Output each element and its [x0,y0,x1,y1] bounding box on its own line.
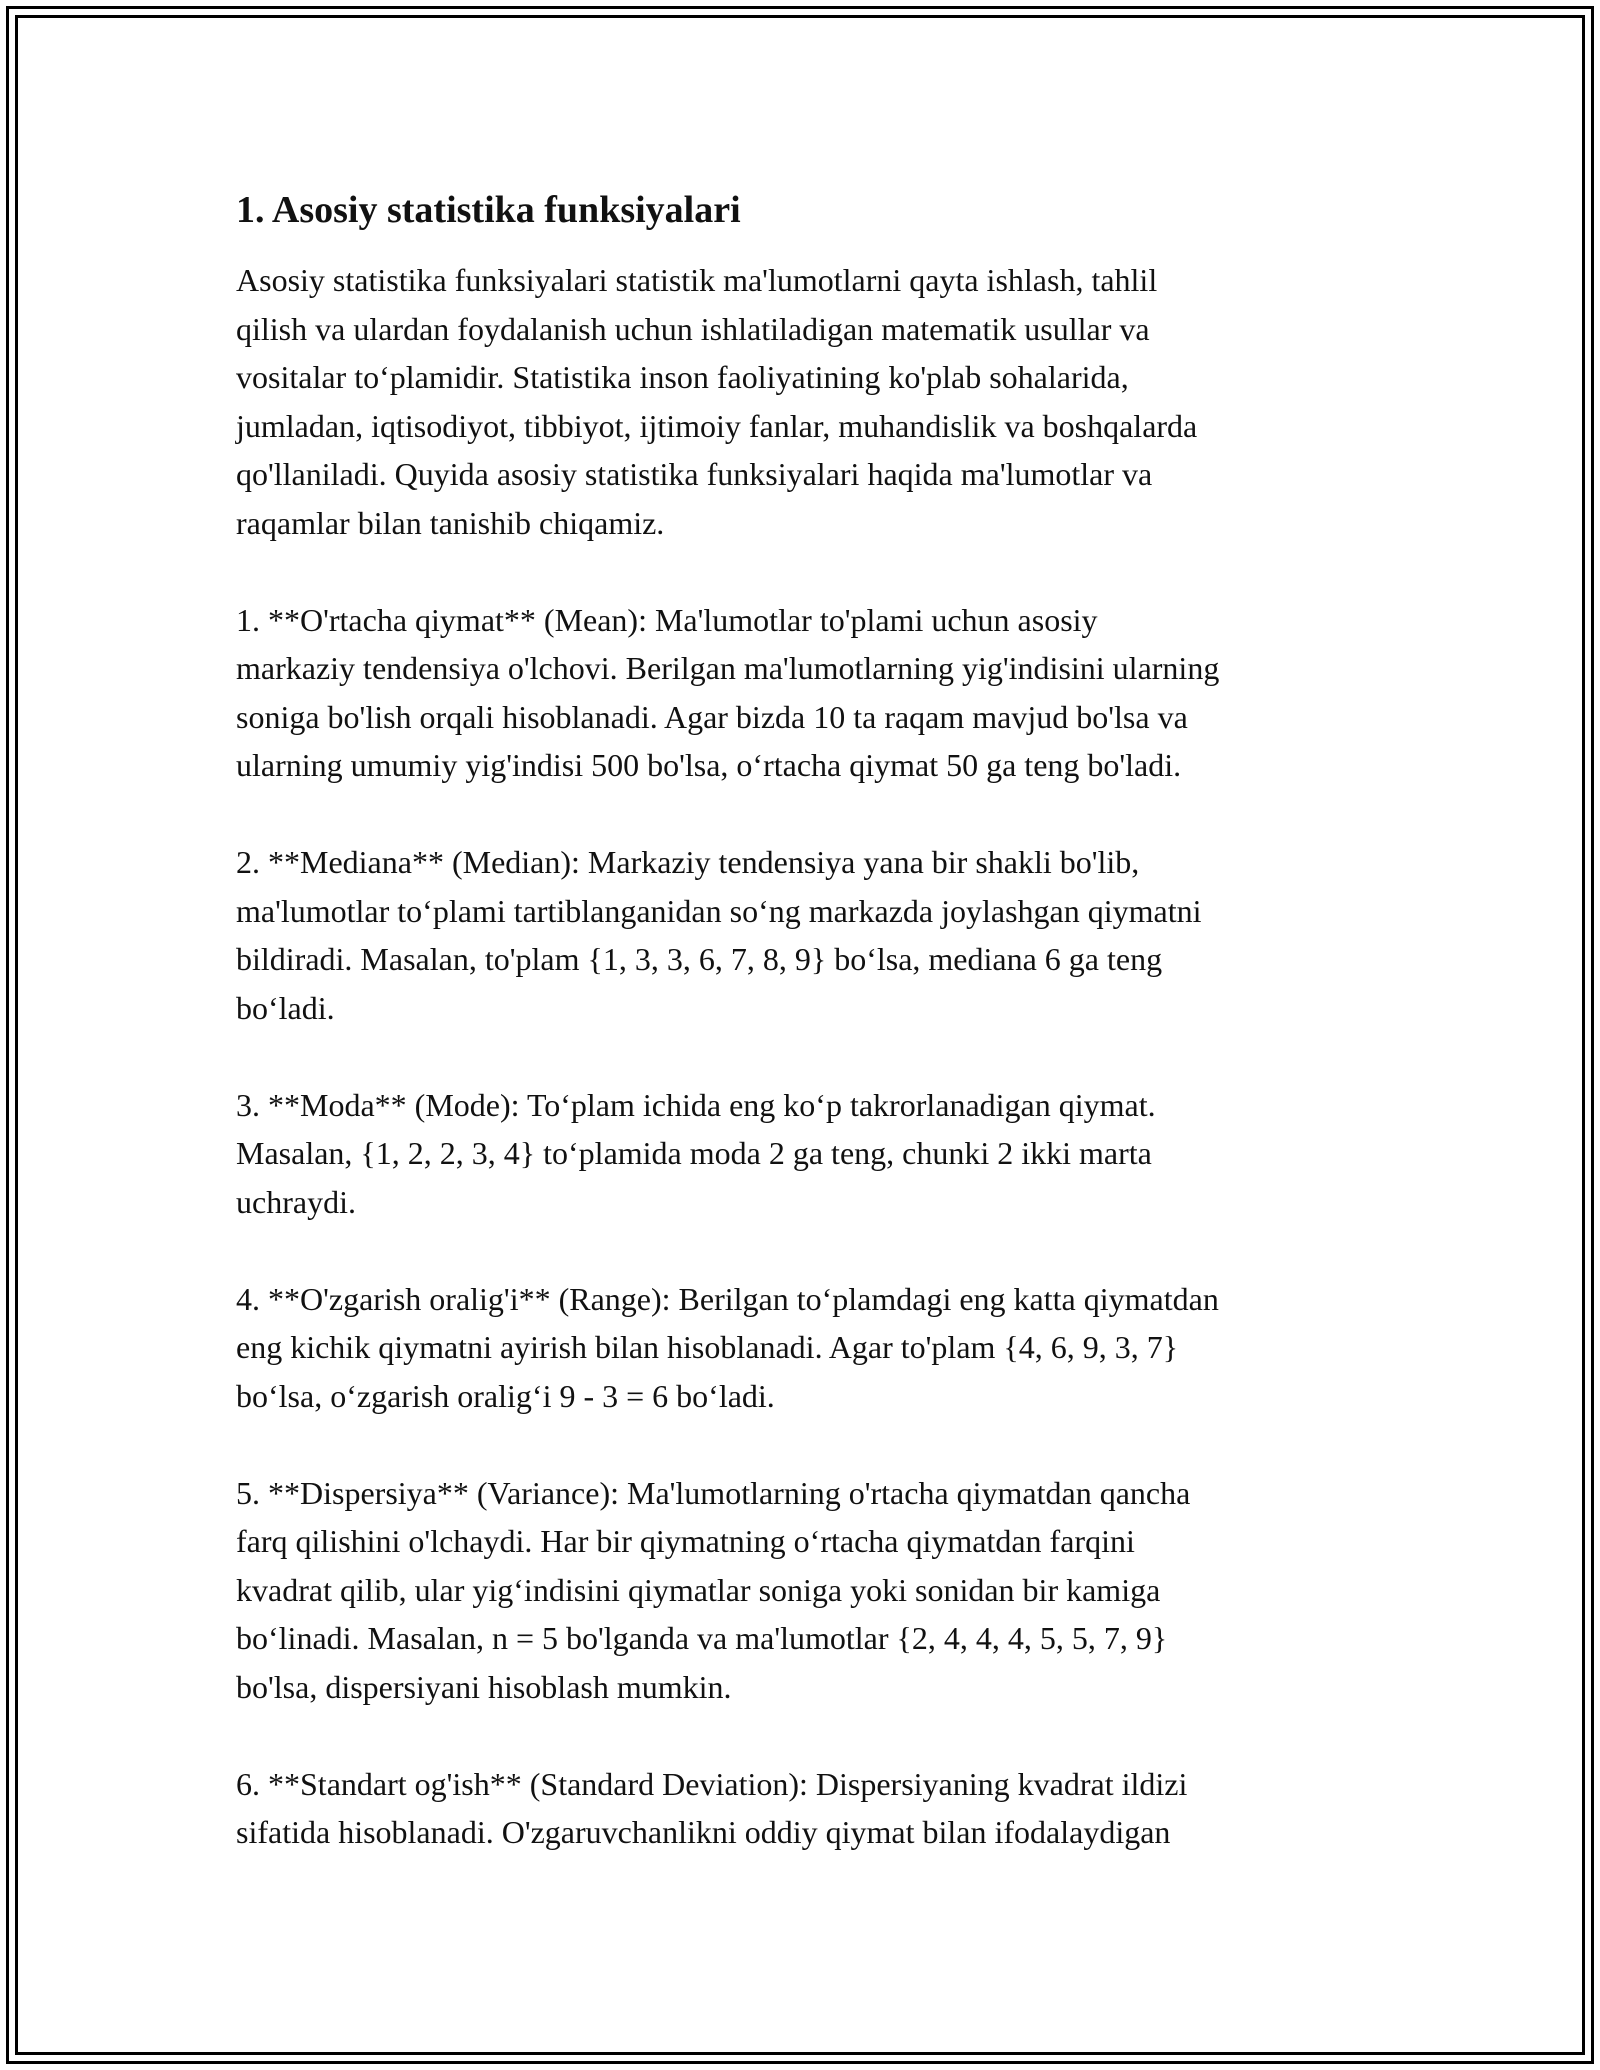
median-paragraph [236,838,1396,1032]
text-line: eng kichik qiymatni ayirish bilan hisoblanadi. Agar to'plam {4, 6, 9, 3, 7} [236,1329,1179,1365]
text-line: ma'lumotlar to‘plami tartiblanganidan so‘ng markazda joylashgan qiymatni [236,892,1202,929]
text-line: Masalan, {1, 2, 2, 3, 4} to‘plamida moda 2 ga teng, chunki 2 ikki marta [236,1135,1152,1171]
range-paragraph [236,1275,1396,1421]
text-line: sifatida hisoblanadi. O'zgaruvchanlikni oddiy qiymat bilan ifodalaydigan [236,1814,1171,1850]
text-line: bildiradi. Masalan, to'plam {1, 3, 3, 6, 7, 8, 9} bo‘lsa, mediana 6 ga teng [236,941,1163,977]
paragraph-spacer [236,1032,1396,1081]
variance-paragraph [236,1469,1396,1712]
text-line: 6. **Standart og'ish** (Standard Deviation): Dispersiyaning kvadrat ildizi [236,1765,1188,1802]
text-line: jumladan, iqtisodiyot, tibbiyot, ijtimoiy fanlar, muhandislik va boshqalarda [236,407,1198,444]
paragraph-spacer [236,1226,1396,1275]
text-line: bo‘lsa, o‘zgarish oralig‘i 9 - 3 = 6 bo‘ladi. [236,1377,775,1414]
text-line: kvadrat qilib, ular yig‘indisini qiymatlar soniga yoki sonidan bir kamiga [236,1571,1161,1608]
text-line: 5. **Dispersiya** (Variance): Ma'lumotlarning o'rtacha qiymatdan qancha [236,1474,1191,1511]
paragraph-spacer [236,547,1396,596]
text-line: vositalar to‘plamidir. Statistika inson faoliyatining ko'plab sohalarida, [236,359,1129,395]
std-deviation-paragraph [236,1760,1396,1857]
text-line: 4. **O'zgarish oralig'i** (Range): Berilgan to‘plamdagi eng katta qiymatdan [236,1280,1219,1317]
text-line: raqamlar bilan tanishib chiqamiz. [236,504,665,541]
text-line: ularning umumiy yig'indisi 500 bo'lsa, o‘rtacha qiymat 50 ga teng bo'ladi. [236,747,1182,783]
text-line: Asosiy statistika funksiyalari statistik ma'lumotlarni qayta ishlash, tahlil [236,262,1158,298]
paragraph-spacer [236,1420,1396,1469]
mode-paragraph [236,1081,1396,1227]
intro-paragraph [236,256,1396,547]
paragraph-spacer [236,790,1396,839]
text-line: uchraydi. [236,1183,356,1220]
text-line: markaziy tendensiya o'lchovi. Berilgan ma'lumotlarning yig'indisini ularning [236,650,1220,686]
section-heading: 1. Asosiy statistika funksiyalari [236,189,741,231]
text-line: qo'llaniladi. Quyida asosiy statistika funksiyalari haqida ma'lumotlar va [236,456,1153,492]
text-line: bo‘ladi. [236,989,335,1026]
mean-paragraph [236,596,1396,790]
document-body [236,186,1396,1857]
text-line: qilish va ulardan foydalanish uchun ishlatiladigan matematik usullar va [236,310,1150,347]
text-line: bo'lsa, dispersiyani hisoblash mumkin. [236,1668,732,1705]
text-line: 2. **Mediana** (Median): Markaziy tendensiya yana bir shakli bo'lib, [236,844,1140,880]
text-line: 1. **O'rtacha qiymat** (Mean): Ma'lumotlar to'plami uchun asosiy [236,601,1098,638]
text-line: 3. **Moda** (Mode): To‘plam ichida eng ko‘p takrorlanadigan qiymat. [236,1086,1156,1123]
paragraph-spacer [236,1711,1396,1760]
text-line: soniga bo'lish orqali hisoblanadi. Agar bizda 10 ta raqam mavjud bo'lsa va [236,698,1188,735]
text-line: bo‘linadi. Masalan, n = 5 bo'lganda va ma'lumotlar {2, 4, 4, 4, 5, 5, 7, 9} [236,1620,1168,1656]
text-line: farq qilishini o'lchaydi. Har bir qiymatning o‘rtacha qiymatdan farqini [236,1523,1135,1559]
